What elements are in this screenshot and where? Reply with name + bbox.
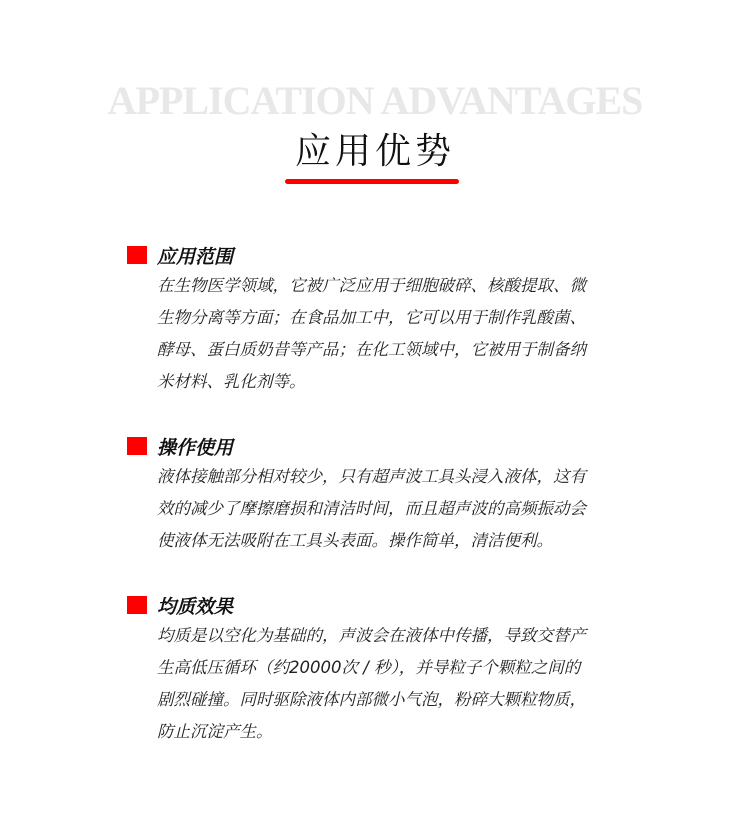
title-underline: [285, 179, 459, 184]
section-body: [157, 461, 586, 557]
section-heading: 均质效果: [157, 596, 234, 618]
body-line: 防止沉淀产生。: [157, 722, 273, 741]
body-line: 米材料、乳化剂等。: [157, 372, 306, 391]
body-line: 生物分离等方面；在食品加工中，它可以用于制作乳酸菌、: [157, 308, 586, 327]
body-line: 使液体无法吸附在工具头表面。操作简单，清洁便利。: [157, 531, 553, 550]
body-line: 液体接触部分相对较少，只有超声波工具头浸入液体，这有: [157, 467, 586, 486]
section-body: [157, 620, 586, 748]
red-square-icon: [127, 437, 147, 455]
body-line: 剧烈碰撞。同时驱除液体内部微小气泡，粉碎大颗粒物质，: [157, 690, 586, 709]
body-line: 在生物医学领域，它被广泛应用于细胞破碎、核酸提取、微: [157, 276, 586, 295]
section-heading: 操作使用: [157, 437, 234, 459]
body-line: 酵母、蛋白质奶昔等产品；在化工领域中，它被用于制备纳: [157, 340, 586, 359]
red-square-icon: [127, 246, 147, 264]
body-line: 效的减少了摩擦磨损和清洁时间，而且超声波的高频振动会: [157, 499, 586, 518]
red-square-icon: [127, 596, 147, 614]
section-heading: 应用范围: [157, 246, 234, 268]
body-line: 生高低压循环（约20000次 / 秒），并导粒子个颗粒之间的: [157, 658, 581, 677]
page-title: 应用优势: [294, 131, 455, 172]
body-line: 均质是以空化为基础的，声波会在液体中传播，导致交替产: [157, 626, 586, 645]
section-body: [157, 270, 586, 398]
watermark-text: APPLICATION ADVANTAGES: [107, 78, 643, 123]
